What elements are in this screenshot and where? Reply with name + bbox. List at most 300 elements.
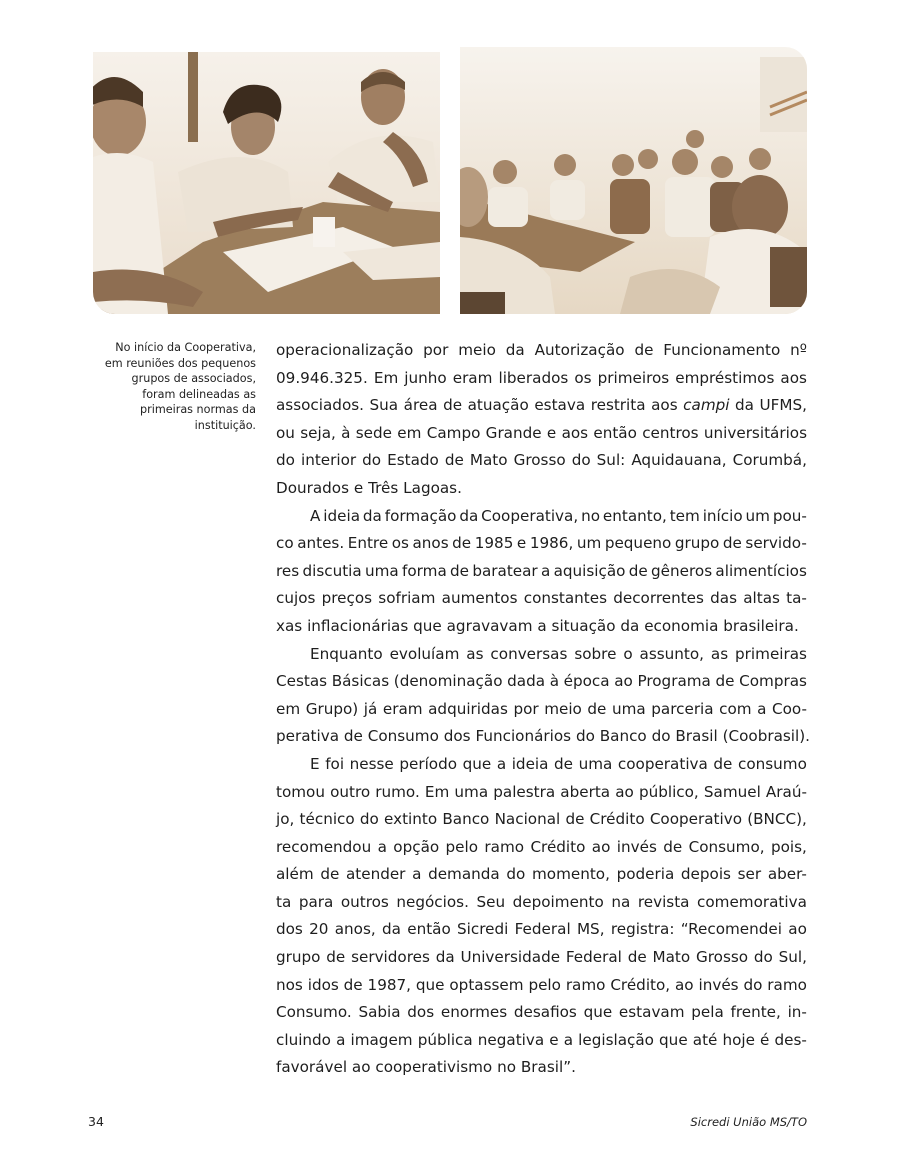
word: do (276, 451, 295, 470)
word: E (310, 754, 320, 773)
word: ser (737, 865, 762, 884)
word: então (593, 423, 637, 442)
text-line (276, 668, 807, 696)
text-line (276, 365, 807, 393)
word: da (362, 506, 382, 525)
word: ao (351, 1058, 371, 1077)
word: UFMS, (759, 396, 807, 415)
word: que (413, 616, 442, 635)
word: aos (780, 368, 807, 387)
word: estava (534, 396, 586, 415)
word: depoimento (512, 892, 604, 911)
photo-caption (90, 340, 256, 434)
word: de (443, 396, 463, 415)
word: do (506, 865, 526, 884)
word: invés (616, 837, 657, 856)
word: ideia (511, 754, 549, 773)
word: Consumo, (688, 837, 765, 856)
word: Funcionários (475, 727, 572, 746)
word: seja, (300, 423, 336, 442)
word: Universidade (460, 948, 561, 967)
word: Entre (347, 534, 389, 553)
word: eram (452, 368, 493, 387)
word: comemorativa (697, 892, 807, 911)
word: Consumo. (276, 1003, 352, 1022)
word: anos, (334, 920, 376, 939)
word: que (462, 754, 492, 773)
word: Brasil (675, 727, 718, 746)
caption-line: No início da Cooperativa, (115, 341, 256, 354)
word: de (713, 754, 733, 773)
text-line (276, 806, 807, 834)
word: por (513, 699, 539, 718)
text-line (276, 558, 807, 586)
text-line (276, 585, 807, 613)
word: aos (561, 423, 589, 442)
word: forma (402, 561, 447, 580)
word: tomou (276, 782, 325, 801)
word: A (310, 506, 321, 525)
word: a (540, 561, 551, 580)
word: depois (680, 865, 731, 884)
word: de (320, 865, 340, 884)
word: Crédito (530, 837, 586, 856)
word: formação (384, 506, 457, 525)
word: Compras (739, 672, 807, 691)
word: e (516, 534, 527, 553)
word: primeiros (597, 368, 670, 387)
word: (BNCC), (747, 810, 807, 829)
word: situação (551, 616, 616, 635)
word: do (362, 451, 382, 470)
word: adquiridas (428, 699, 508, 718)
word: Banco (442, 810, 490, 829)
word: as (710, 644, 729, 663)
word: ramo (767, 975, 807, 994)
paragraph (276, 751, 807, 1082)
word: Cooperativa, (481, 506, 579, 525)
word: sobre (574, 644, 617, 663)
word: pública (417, 1030, 473, 1049)
caption-line: grupos de associados, (131, 372, 256, 386)
text-line (276, 779, 807, 807)
word: de (715, 672, 735, 691)
word: no (497, 1058, 517, 1077)
word: nº (790, 341, 807, 359)
word: Dourados (276, 478, 350, 497)
word: dos (276, 920, 303, 939)
word: a (377, 837, 387, 856)
word: negativa (477, 1030, 545, 1049)
word: Consumo (367, 727, 439, 746)
word: as (466, 644, 484, 663)
word: nos (276, 975, 303, 994)
word: da (620, 616, 640, 635)
word: de (343, 727, 363, 746)
word: opção (393, 837, 440, 856)
text-line (276, 1027, 807, 1055)
word: assunto, (639, 644, 704, 663)
word: de (450, 561, 470, 580)
word: de (444, 451, 464, 470)
paragraph (276, 641, 810, 751)
text-line (276, 916, 807, 944)
word: Em (373, 368, 399, 387)
photo-meeting-three-men (93, 52, 440, 314)
photo-image (93, 52, 440, 314)
word: grupo (674, 534, 720, 553)
word: Crédito, (610, 975, 671, 994)
word: centros (642, 423, 699, 442)
word: discutia (302, 561, 362, 580)
word: em (276, 699, 301, 718)
word: poderia (616, 865, 675, 884)
word: legislação (578, 1030, 654, 1049)
word: o (623, 644, 633, 663)
word: público, (638, 782, 699, 801)
text-line (276, 723, 810, 751)
word: pela (691, 1003, 724, 1022)
word: optassem (449, 975, 524, 994)
word: uma (578, 754, 613, 773)
word: ramo (565, 975, 606, 994)
word: aberta (560, 782, 611, 801)
word: desafios (513, 1003, 577, 1022)
word: pelo (528, 975, 561, 994)
word: Banco (599, 727, 647, 746)
word: início (702, 506, 743, 525)
word: outros (340, 892, 389, 911)
word: pequeno (604, 534, 672, 553)
word: dada (507, 672, 546, 691)
word: a (336, 1030, 346, 1049)
word: Nacional (494, 810, 561, 829)
word: 1986, (529, 534, 574, 553)
word: do (753, 948, 773, 967)
word: aquisição (553, 561, 626, 580)
word: preços (321, 589, 373, 608)
word: eram (382, 699, 423, 718)
word: meio (544, 699, 582, 718)
word: da (735, 396, 754, 415)
word: ao (675, 975, 694, 994)
word: Federal (565, 948, 622, 967)
text-line (276, 475, 807, 503)
word: negócios. (396, 892, 469, 911)
word: de (722, 534, 742, 553)
word: além (276, 865, 314, 884)
word: do (575, 727, 595, 746)
word: Cestas (276, 672, 328, 691)
word: momento, (531, 865, 610, 884)
word: Estado (387, 451, 439, 470)
word: um (576, 534, 602, 553)
text-line (276, 420, 807, 448)
word: 20 (309, 920, 329, 939)
word: Três (368, 478, 399, 497)
word: estavam (618, 1003, 685, 1022)
word: sede (355, 423, 392, 442)
word: dos (407, 1003, 435, 1022)
word: gêneros (651, 561, 713, 580)
text-line (276, 972, 807, 1000)
word: da (459, 506, 479, 525)
word: das (710, 589, 738, 608)
word: de (554, 754, 573, 773)
word: a (563, 1030, 574, 1049)
word: ta (276, 892, 292, 911)
word: brasileira. (723, 616, 799, 635)
word: economia (644, 616, 719, 635)
word: que (583, 1003, 613, 1022)
word: que (659, 1030, 688, 1049)
word: anos (412, 534, 449, 553)
word: um (745, 506, 770, 525)
word: cooperativa (617, 754, 708, 773)
word: rumo. (375, 782, 420, 801)
word: a (496, 754, 507, 773)
photo-image (460, 47, 807, 314)
word (683, 392, 729, 420)
word: Samuel (703, 782, 761, 801)
word: servido- (745, 534, 807, 553)
word: Grosso (695, 948, 749, 967)
text-line (276, 447, 807, 475)
word: Básicas (331, 672, 390, 691)
word: idos (307, 975, 339, 994)
paragraph (276, 503, 807, 641)
word: Coo- (772, 699, 807, 718)
caption-line: em reuniões dos pequenos (104, 356, 256, 370)
word: a (757, 699, 767, 718)
text-line (276, 337, 807, 365)
word: atuação (467, 396, 529, 415)
word: recomendou (276, 837, 372, 856)
text-line (276, 530, 807, 558)
word: baratear (472, 561, 538, 580)
word: 1987, (367, 975, 412, 994)
text-line (276, 751, 807, 779)
word: então (407, 920, 451, 939)
word: e (549, 1030, 559, 1049)
word: Corumbá, (732, 451, 807, 470)
word: xas (276, 616, 303, 635)
word: Funcionamento (663, 341, 781, 359)
text-line (276, 696, 807, 724)
word: ao (788, 920, 807, 939)
word: palestra (493, 782, 556, 801)
word: evoluíam (389, 644, 460, 663)
word: junho (404, 368, 447, 387)
word: interior (300, 451, 357, 470)
word: os (391, 534, 409, 553)
word: servidores (351, 948, 430, 967)
word: Araú- (765, 782, 807, 801)
word: grupo (276, 948, 321, 967)
word: antes. (297, 534, 345, 553)
text-line (276, 613, 807, 641)
word: Autorização (534, 341, 625, 359)
word: des- (774, 1030, 807, 1049)
word: de (343, 975, 363, 994)
word: universitários (703, 423, 807, 442)
caption-line: instituição. (194, 418, 256, 432)
word: inflacionárias (307, 616, 409, 635)
text-line (276, 392, 807, 420)
word: ramo (484, 837, 525, 856)
word: ao (614, 672, 633, 691)
word: com (719, 699, 752, 718)
word: ta- (786, 589, 807, 608)
word: na (611, 892, 631, 911)
word: Sicredi (457, 920, 509, 939)
word: co (276, 534, 294, 553)
word: cujos (276, 589, 316, 608)
word: meio (458, 341, 496, 359)
word: entanto, (602, 506, 667, 525)
word: por (423, 341, 449, 359)
word: Cooperativo (649, 810, 742, 829)
word: nesse (349, 754, 394, 773)
word: da (382, 920, 401, 939)
word: da (435, 948, 455, 967)
word: revista (637, 892, 690, 911)
word: jo, (276, 810, 295, 829)
word: do (359, 810, 379, 829)
word: Grande (485, 423, 542, 442)
word: período (399, 754, 458, 773)
word: Enquanto (310, 644, 383, 663)
word: já (363, 699, 378, 718)
word: associados. (276, 396, 364, 415)
word: parceria (651, 699, 714, 718)
word: é (760, 1030, 770, 1049)
word: hoje (722, 1030, 755, 1049)
word: consumo (737, 754, 807, 773)
word: Sabia (358, 1003, 401, 1022)
word: época (563, 672, 610, 691)
word: à (549, 672, 559, 691)
running-footer: Sicredi União MS/TO (690, 1115, 807, 1129)
word: aos (651, 396, 678, 415)
word: operacionalização (276, 341, 414, 359)
caption-line: primeiras normas da (140, 403, 256, 417)
word: Crédito (589, 810, 645, 829)
word: invés (698, 975, 739, 994)
word: liberados (498, 368, 569, 387)
word: de (634, 341, 654, 359)
text-line (276, 641, 807, 669)
page-number: 34 (88, 1114, 104, 1129)
word: de (587, 699, 607, 718)
word: (Coobrasil). (722, 727, 810, 746)
word: Federal (514, 920, 571, 939)
word: constantes (523, 589, 607, 608)
word: do (743, 975, 763, 994)
caption-line: foram delineadas as (142, 387, 256, 401)
word: enormes (440, 1003, 508, 1022)
word: MS, (576, 920, 605, 939)
word: a (537, 616, 547, 635)
word: altas (743, 589, 780, 608)
word: que (415, 975, 445, 994)
word: (denominação (393, 672, 503, 691)
word: a (412, 865, 422, 884)
word: ou (276, 423, 295, 442)
word: Lagoas. (403, 478, 462, 497)
text-line (276, 503, 807, 531)
word: técnico (299, 810, 355, 829)
word: os (574, 368, 592, 387)
word: uma (365, 561, 399, 580)
word: Programa (637, 672, 711, 691)
word: Sul, (778, 948, 807, 967)
paragraph (276, 337, 807, 503)
word: perativa (276, 727, 340, 746)
word: de (326, 948, 346, 967)
word: Sua (369, 396, 399, 415)
word: cooperativismo (375, 1058, 493, 1077)
word: área (403, 396, 438, 415)
word: de (628, 561, 648, 580)
word: uma (611, 699, 646, 718)
word: aumentos (441, 589, 518, 608)
word: no (581, 506, 600, 525)
word: favorável (276, 1058, 348, 1077)
word: em (397, 423, 422, 442)
word: da (505, 341, 525, 359)
word: registra: (610, 920, 675, 939)
word: Mato (469, 451, 508, 470)
word: restrita (590, 396, 646, 415)
word: conversas (490, 644, 568, 663)
word: pou- (772, 506, 807, 525)
text-line (276, 889, 807, 917)
text-line (276, 861, 807, 889)
word: agravavam (446, 616, 533, 635)
text-line (276, 944, 807, 972)
word: sofriam (378, 589, 436, 608)
word: e (546, 423, 557, 442)
word: outro (330, 782, 371, 801)
word: do (571, 451, 591, 470)
italic-term: campi (683, 396, 730, 415)
text-line (276, 1054, 807, 1082)
word: uma (454, 782, 489, 801)
word: primeiras (735, 644, 807, 663)
text-line (276, 834, 807, 862)
word: alimentícios (715, 561, 807, 580)
word: empréstimos (675, 368, 775, 387)
photo-meeting-group (460, 47, 807, 314)
word: 09.946.325. (276, 368, 368, 387)
word: pois, (770, 837, 807, 856)
word: tem (669, 506, 700, 525)
word: demanda (428, 865, 500, 884)
word: atender (345, 865, 406, 884)
word: in- (787, 1003, 807, 1022)
word: de (663, 837, 683, 856)
word: aber- (767, 865, 807, 884)
word: Campo (426, 423, 481, 442)
word: Mato (652, 948, 691, 967)
word: para (298, 892, 334, 911)
word: 1985 (474, 534, 514, 553)
word: pelo (445, 837, 479, 856)
text-line (276, 999, 807, 1027)
word: à (341, 423, 351, 442)
word: decorrentes (613, 589, 704, 608)
